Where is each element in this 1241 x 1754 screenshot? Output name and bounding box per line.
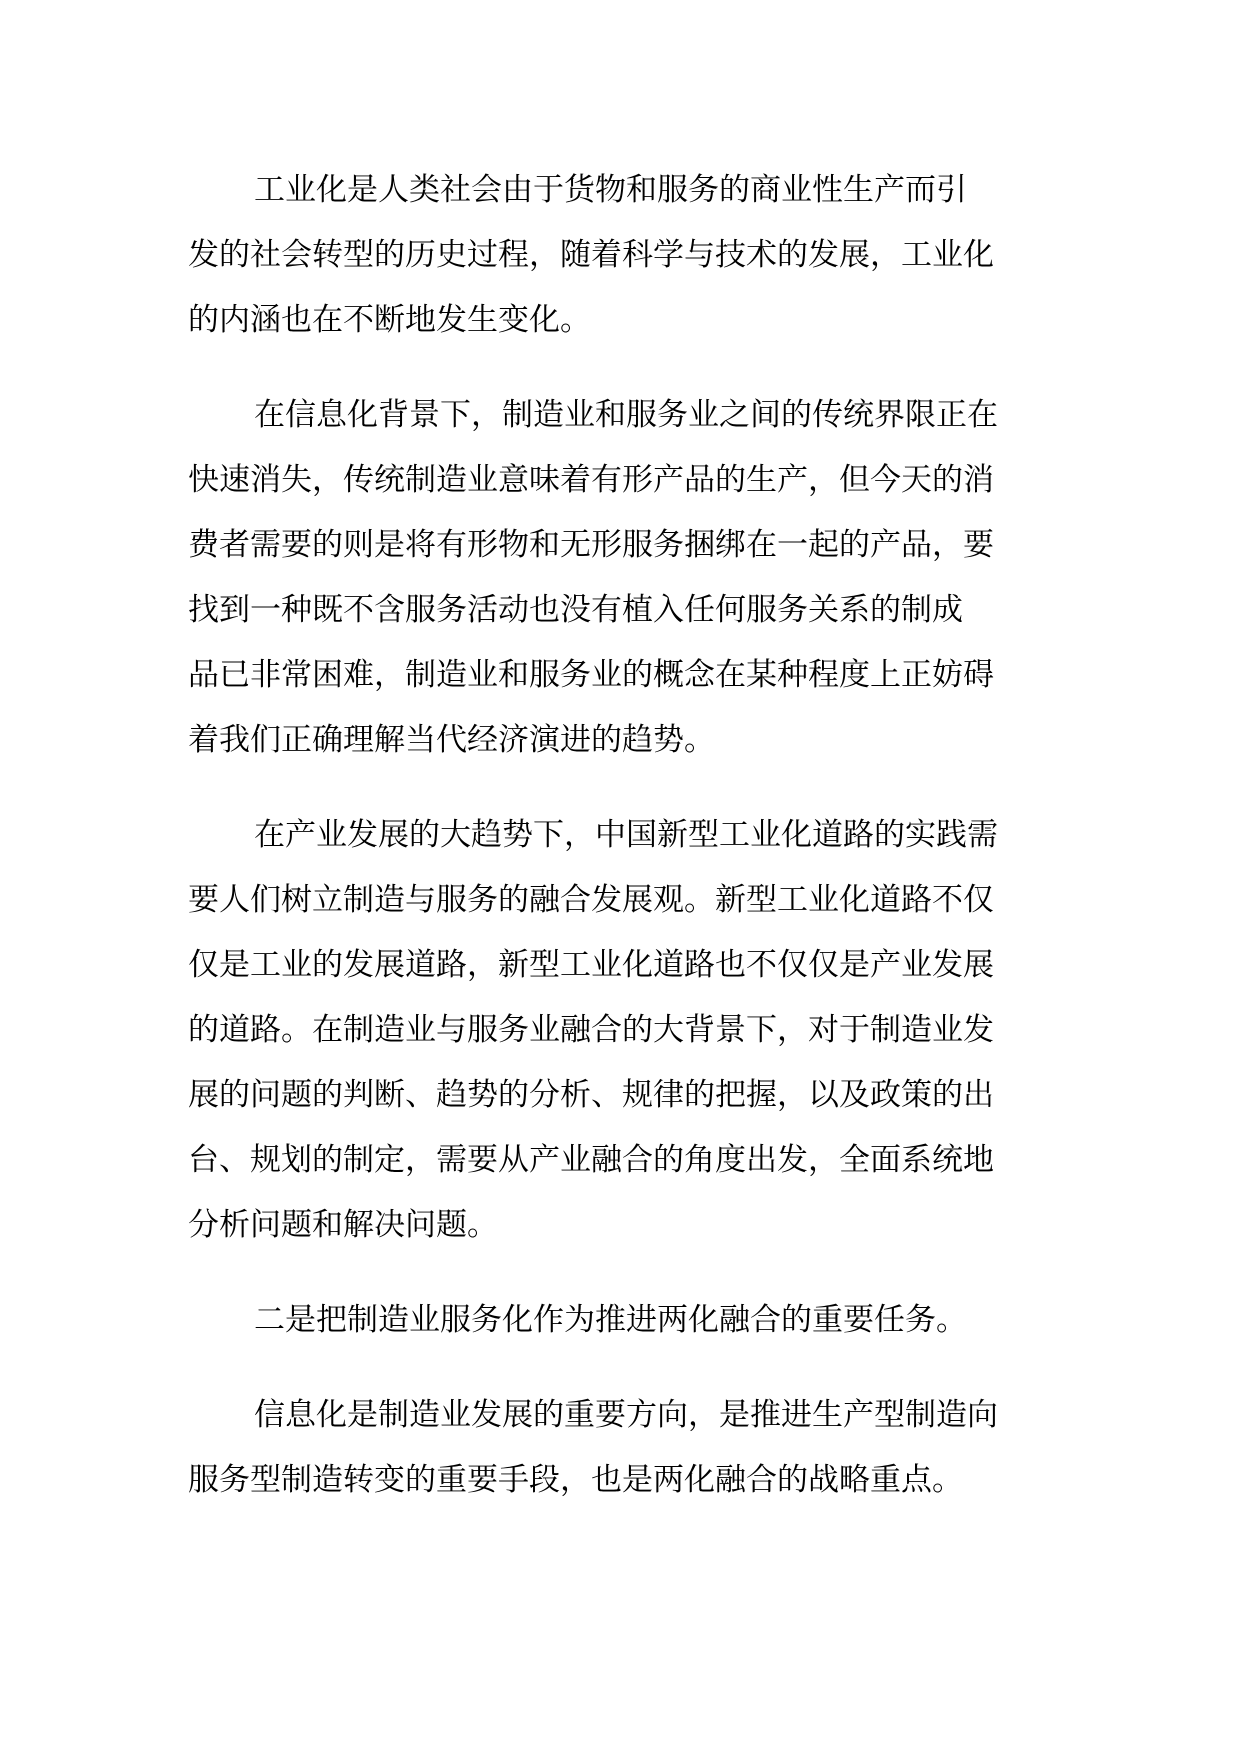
- paragraph-line: 台、规划的制定，需要从产业融合的角度出发，全面系统地: [188, 1142, 994, 1178]
- paragraph-line: 着我们正确理解当代经济演进的趋势。: [188, 722, 715, 758]
- paragraph-3: [188, 803, 1058, 1258]
- paragraph-line: 发的社会转型的历史过程，随着科学与技术的发展，工业化: [188, 237, 994, 273]
- paragraph-2: [188, 383, 1058, 773]
- paragraph-line: 服务型制造转变的重要手段，也是两化融合的战略重点。: [188, 1462, 963, 1498]
- paragraph-4: [188, 1288, 1058, 1353]
- document-body: [188, 158, 1058, 1543]
- paragraph-line: 在产业发展的大趋势下，中国新型工业化道路的实践需: [254, 817, 998, 853]
- paragraph-line: 快速消失，传统制造业意味着有形产品的生产，但今天的消: [188, 462, 994, 498]
- paragraph-line: 工业化是人类社会由于货物和服务的商业性生产而引: [254, 172, 967, 208]
- paragraph-line: 品已非常困难，制造业和服务业的概念在某种程度上正妨碍: [188, 657, 994, 693]
- paragraph-line: 找到一种既不含服务活动也没有植入任何服务关系的制成: [188, 592, 963, 628]
- paragraph-line: 要人们树立制造与服务的融合发展观。新型工业化道路不仅: [188, 882, 994, 918]
- paragraph-line: 二是把制造业服务化作为推进两化融合的重要任务。: [254, 1302, 967, 1338]
- paragraph-line: 信息化是制造业发展的重要方向，是推进生产型制造向: [254, 1397, 998, 1433]
- paragraph-line: 费者需要的则是将有形物和无形服务捆绑在一起的产品，要: [188, 527, 994, 563]
- paragraph-line: 分析问题和解决问题。: [188, 1207, 498, 1243]
- paragraph-line: 在信息化背景下，制造业和服务业之间的传统界限正在: [254, 397, 998, 433]
- paragraph-line: 的内涵也在不断地发生变化。: [188, 302, 591, 338]
- paragraph-line: 的道路。在制造业与服务业融合的大背景下，对于制造业发: [188, 1012, 994, 1048]
- paragraph-line: 仅是工业的发展道路，新型工业化道路也不仅仅是产业发展: [188, 947, 994, 983]
- paragraph-1: [188, 158, 1058, 353]
- paragraph-line: 展的问题的判断、趋势的分析、规律的把握，以及政策的出: [188, 1077, 994, 1113]
- paragraph-5: [188, 1383, 1058, 1513]
